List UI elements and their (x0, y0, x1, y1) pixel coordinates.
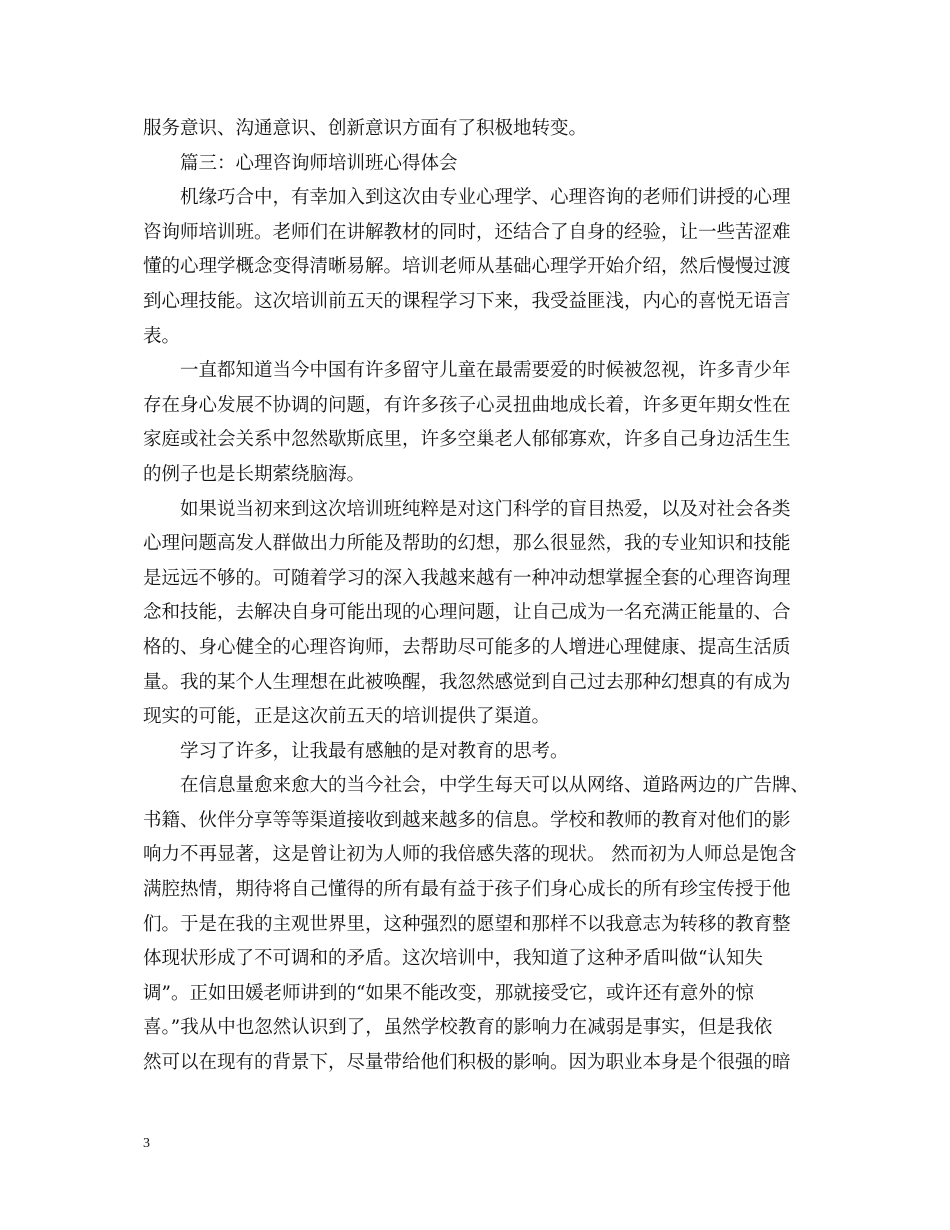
text-line: 然可以在现有的背景下，尽量带给他们积极的影响。因为职业本身是个很强的暗 (143, 1052, 791, 1074)
text-line: 格的、身心健全的心理咨询师，去帮助尽可能多的人增进心理健康、提高生活质 (143, 636, 791, 658)
text-line: 现实的可能，正是这次前五天的培训提供了渠道。 (143, 706, 551, 728)
text-line: 懂的心理学概念变得清晰易解。培训老师从基础心理学开始介绍，然后慢慢过渡 (143, 256, 791, 278)
text-line: 满腔热情，期待将自己懂得的所有最有益于孩子们身心成长的所有珍宝传授于他 (143, 879, 791, 901)
text-line: 的例子也是长期萦绕脑海。 (143, 463, 366, 485)
section-heading: 篇三：心理咨询师培训班心得体会 (180, 152, 458, 174)
text-line: 心理问题高发人群做出力所能及帮助的幻想，那么很显然，我的专业知识和技能 (143, 533, 791, 555)
text-line: 存在身心发展不协调的问题，有许多孩子心灵扭曲地成长着，许多更年期女性在 (143, 394, 791, 416)
text-line: 如果说当初来到这次培训班纯粹是对这门科学的盲目热爱，以及对社会各类 (180, 498, 791, 520)
text-line: 是远远不够的。可随着学习的深入我越来越有一种冲动想掌握全套的心理咨询理 (143, 567, 791, 589)
text-line: 服务意识、沟通意识、创新意识方面有了积极地转变。 (143, 118, 588, 139)
text-line: 喜。”我从中也忽然认识到了，虽然学校教育的影响力在减弱是事实，但是我依 (143, 1017, 773, 1039)
text-line: 在信息量愈来愈大的当今社会，中学生每天可以从网络、道路两边的广告牌、 (180, 775, 810, 797)
text-line: 一直都知道当今中国有许多留守儿童在最需要爱的时候被忽视，许多青少年 (180, 360, 791, 382)
page-number: 3 (143, 1136, 150, 1151)
text-line: 响力不再显著，这是曾让初为人师的我倍感失落的现状。 然而初为人师总是饱含 (143, 844, 797, 866)
text-line: 量。我的某个人生理想在此被唤醒，我忽然感觉到自己过去那种幻想真的有成为 (143, 671, 791, 693)
text-line: 书籍、伙伴分享等等渠道接收到越来越多的信息。学校和教师的教育对他们的影 (143, 809, 791, 831)
body-text (143, 112, 815, 1081)
text-line: 家庭或社会关系中忽然歇斯底里，许多空巢老人郁郁寡欢，许多自己身边活生生 (143, 429, 791, 451)
text-line: 表。 (143, 325, 181, 347)
text-line: 到心理技能。这次培训前五天的课程学习下来，我受益匪浅，内心的喜悦无语言 (143, 290, 791, 312)
text-line: 念和技能，去解决自身可能出现的心理问题，让自己成为一名充满正能量的、合 (143, 602, 791, 624)
text-line: 们。于是在我的主观世界里，这种强烈的愿望和那样不以我意志为转移的教育整 (143, 913, 791, 935)
text-line: 咨询师培训班。老师们在讲解教材的同时，还结合了自身的经验，让一些苦涩难 (143, 221, 791, 243)
text-line: 学习了许多，让我最有感触的是对教育的思考。 (180, 740, 569, 762)
text-line: 调”。正如田媛老师讲到的“如果不能改变，那就接受它，或许还有意外的惊 (143, 982, 754, 1004)
text-line: 体现状形成了不可调和的矛盾。这次培训中，我知道了这种矛盾叫做“认知失 (143, 948, 763, 970)
text-line: 机缘巧合中，有幸加入到这次由专业心理学、心理咨询的老师们讲授的心理 (180, 187, 791, 209)
